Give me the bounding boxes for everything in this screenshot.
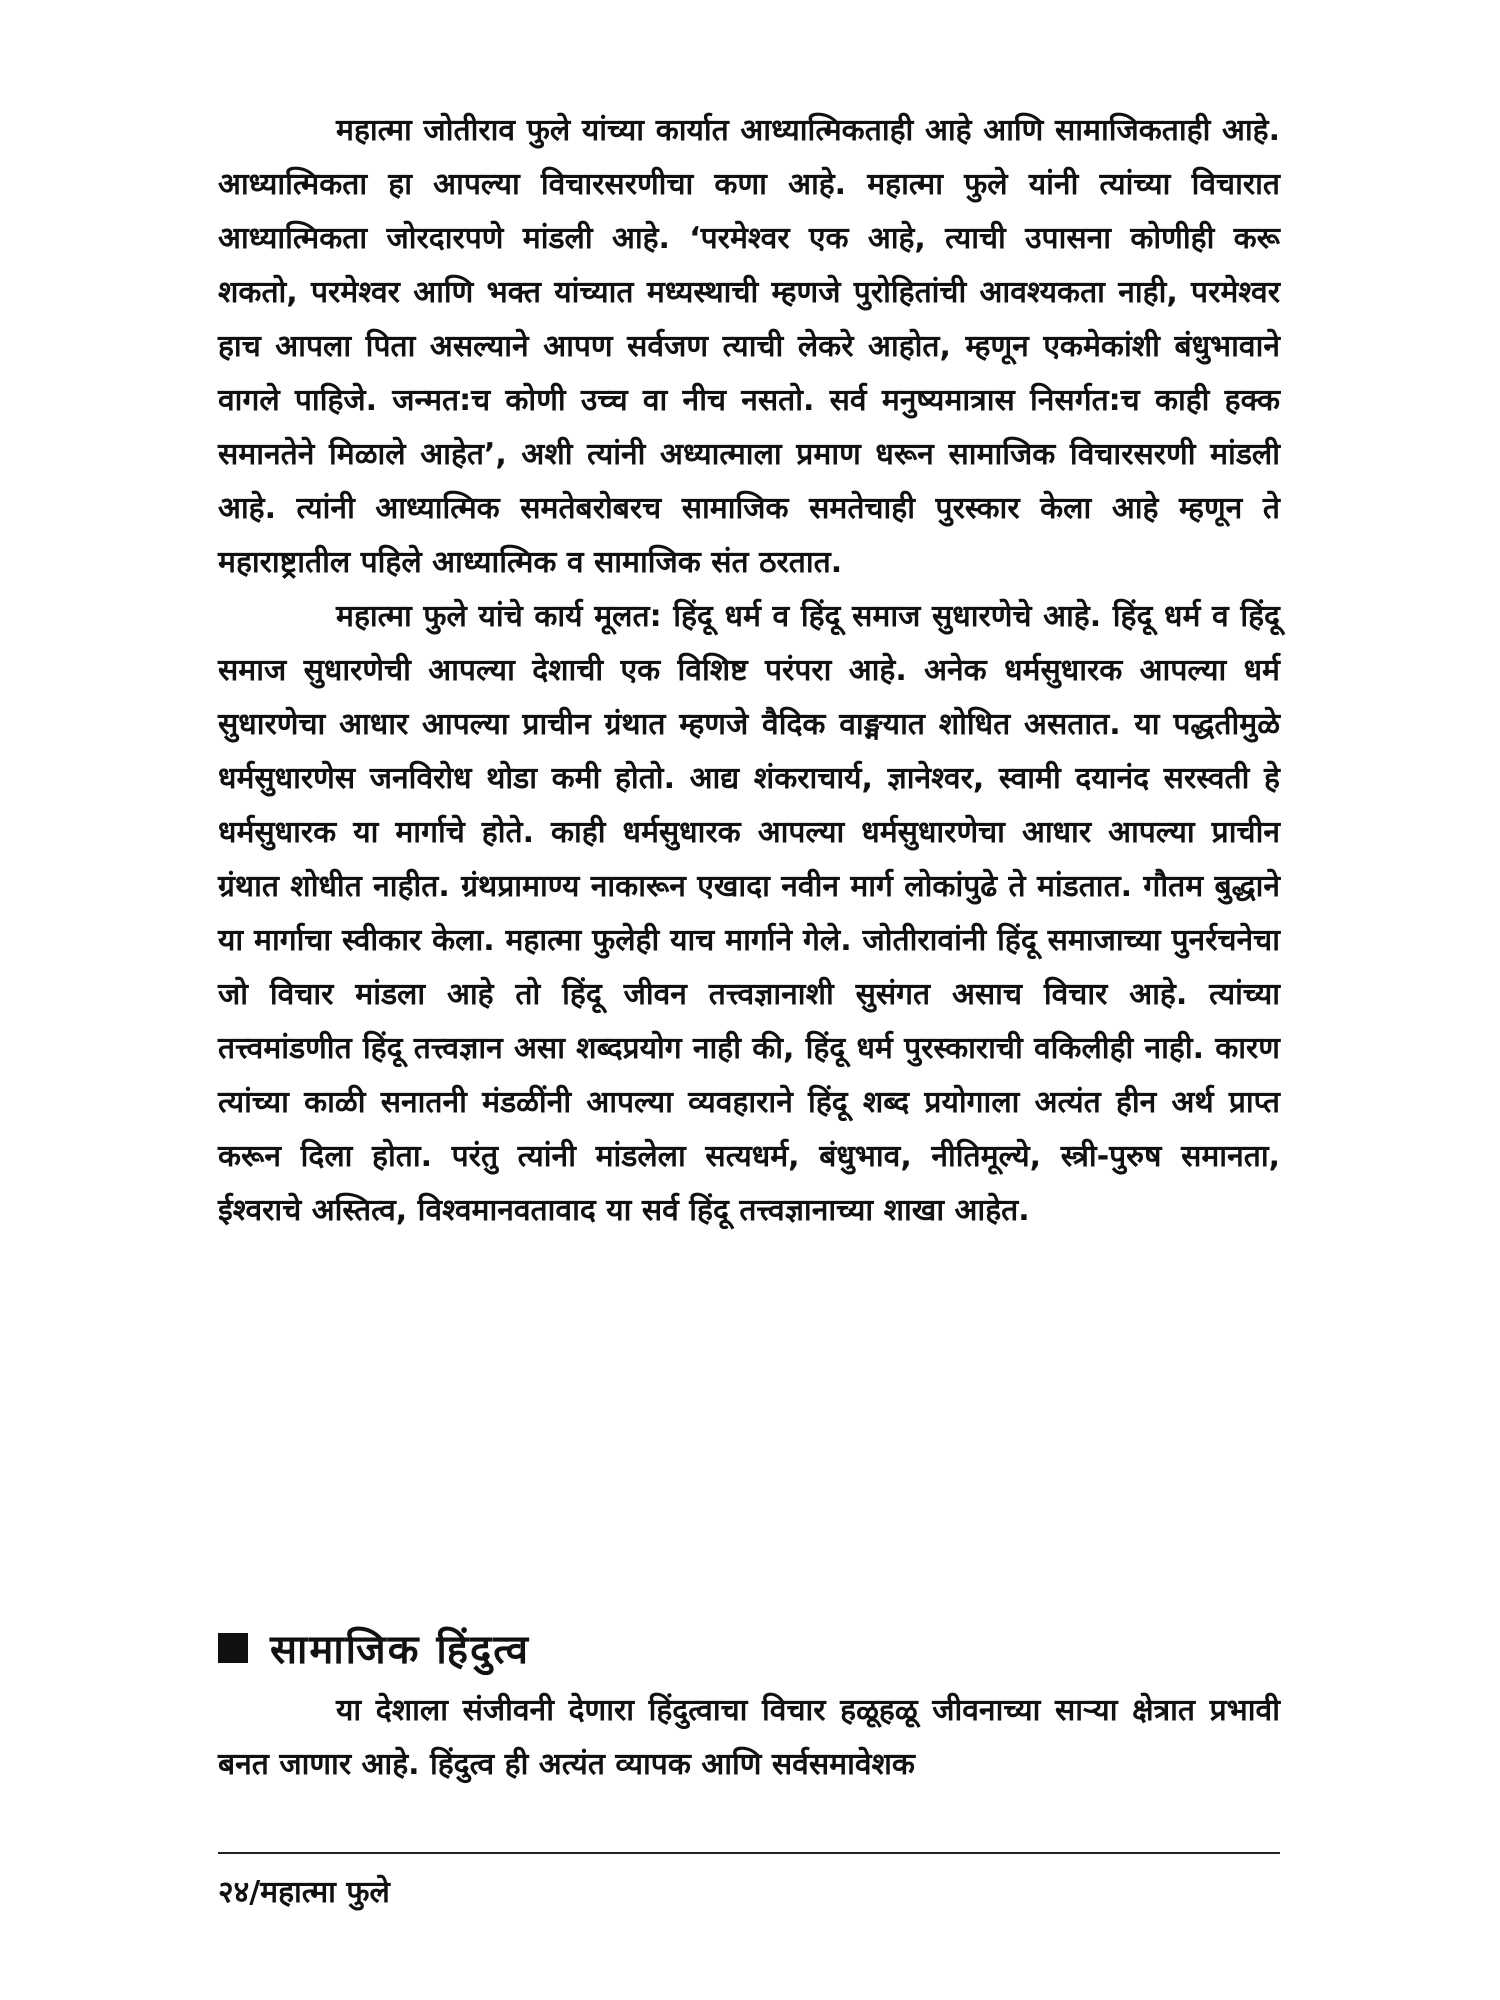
section-heading [218, 1620, 530, 1675]
body-text [218, 104, 1280, 1238]
square-bullet-icon [218, 1633, 248, 1663]
section-body [218, 1684, 1280, 1792]
page-footer: २४/महात्मा फुले [218, 1875, 390, 1910]
paragraph-3: या देशाला संजीवनी देणारा हिंदुत्वाचा विचार हळूहळू जीवनाच्या साऱ्या क्षेत्रात प्रभावी बनत जाणार आहे. हिंदुत्व ही अत्यंत व्यापक आणि सर्वसमावेशक [218, 1693, 1280, 1782]
section-title: सामाजिक हिंदुत्व [270, 1627, 531, 1673]
footer-divider [218, 1852, 1280, 1854]
paragraph-1: महात्मा जोतीराव फुले यांच्या कार्यात आध्यात्मिकताही आहे आणि सामाजिकताही आहे. आध्यात्मिकता हा आपल्या विचारसरणीचा कणा आहे. महात्मा फुले यांनी त्यांच्या विचारात आध्यात्मिकता जोरदारपणे मांडली आहे. ‘परमेश्वर एक आहे, त्याची उपासना कोणीही करू शकतो, परमेश्वर आणि भक्त यांच्यात मध्यस्थाची म्हणजे पुरोहितांची आवश्यकता नाही, परमेश्वर हाच आपला पिता असल्याने आपण सर्वजण त्याची लेकरे आहोत, म्हणून एकमेकांशी बंधुभावाने वागले पाहिजे. जन्मत:च कोणी उच्च वा नीच नसतो. सर्व मनुष्यमात्रास निसर्गत:च काही हक्क समानतेने मिळाले आहेत’, अशी त्यांनी अध्यात्माला प्रमाण धरून सामाजिक विचारसरणी मांडली आहे. त्यांनी आध्यात्मिक समतेबरोबरच सामाजिक समतेचाही पुरस्कार केला आहे म्हणून ते महाराष्ट्रातील पहिले आध्यात्मिक व सामाजिक संत ठरतात. [218, 113, 1280, 580]
paragraph-2: महात्मा फुले यांचे कार्य मूलत: हिंदू धर्म व हिंदू समाज सुधारणेचे आहे. हिंदू धर्म व हिंदू समाज सुधारणेची आपल्या देशाची एक विशिष्ट परंपरा आहे. अनेक धर्मसुधारक आपल्या धर्म सुधारणेचा आधार आपल्या प्राचीन ग्रंथात म्हणजे वैदिक वाङ्मयात शोधित असतात. या पद्धतीमुळे धर्मसुधारणेस जनविरोध थोडा कमी होतो. आद्य शंकराचार्य, ज्ञानेश्वर, स्वामी दयानंद सरस्वती हे धर्मसुधारक या मार्गाचे होते. काही धर्मसुधारक आपल्या धर्मसुधारणेचा आधार आपल्या प्राचीन ग्रंथात शोधीत नाहीत. ग्रंथप्रामाण्य नाकारून एखादा नवीन मार्ग लोकांपुढे ते मांडतात. गौतम बुद्धाने या मार्गाचा स्वीकार केला. महात्मा फुलेही याच मार्गाने गेले. जोतीरावांनी हिंदू समाजाच्या पुनर्रचनेचा जो विचार मांडला आहे तो हिंदू जीवन तत्त्वज्ञानाशी सुसंगत असाच विचार आहे. त्यांच्या तत्त्वमांडणीत हिंदू तत्त्वज्ञान असा शब्दप्रयोग नाही की, हिंदू धर्म पुरस्काराची वकिलीही नाही. कारण त्यांच्या काळी सनातनी मंडळींनी आपल्या व्यवहाराने हिंदू शब्द प्रयोगाला अत्यंत हीन अर्थ प्राप्त करून दिला होता. परंतु त्यांनी मांडलेला सत्यधर्म, बंधुभाव, नीतिमूल्ये, स्त्री-पुरुष समानता, ईश्वराचे अस्तित्व, विश्वमानवतावाद या सर्व हिंदू तत्त्वज्ञानाच्या शाखा आहेत. [218, 599, 1280, 1228]
